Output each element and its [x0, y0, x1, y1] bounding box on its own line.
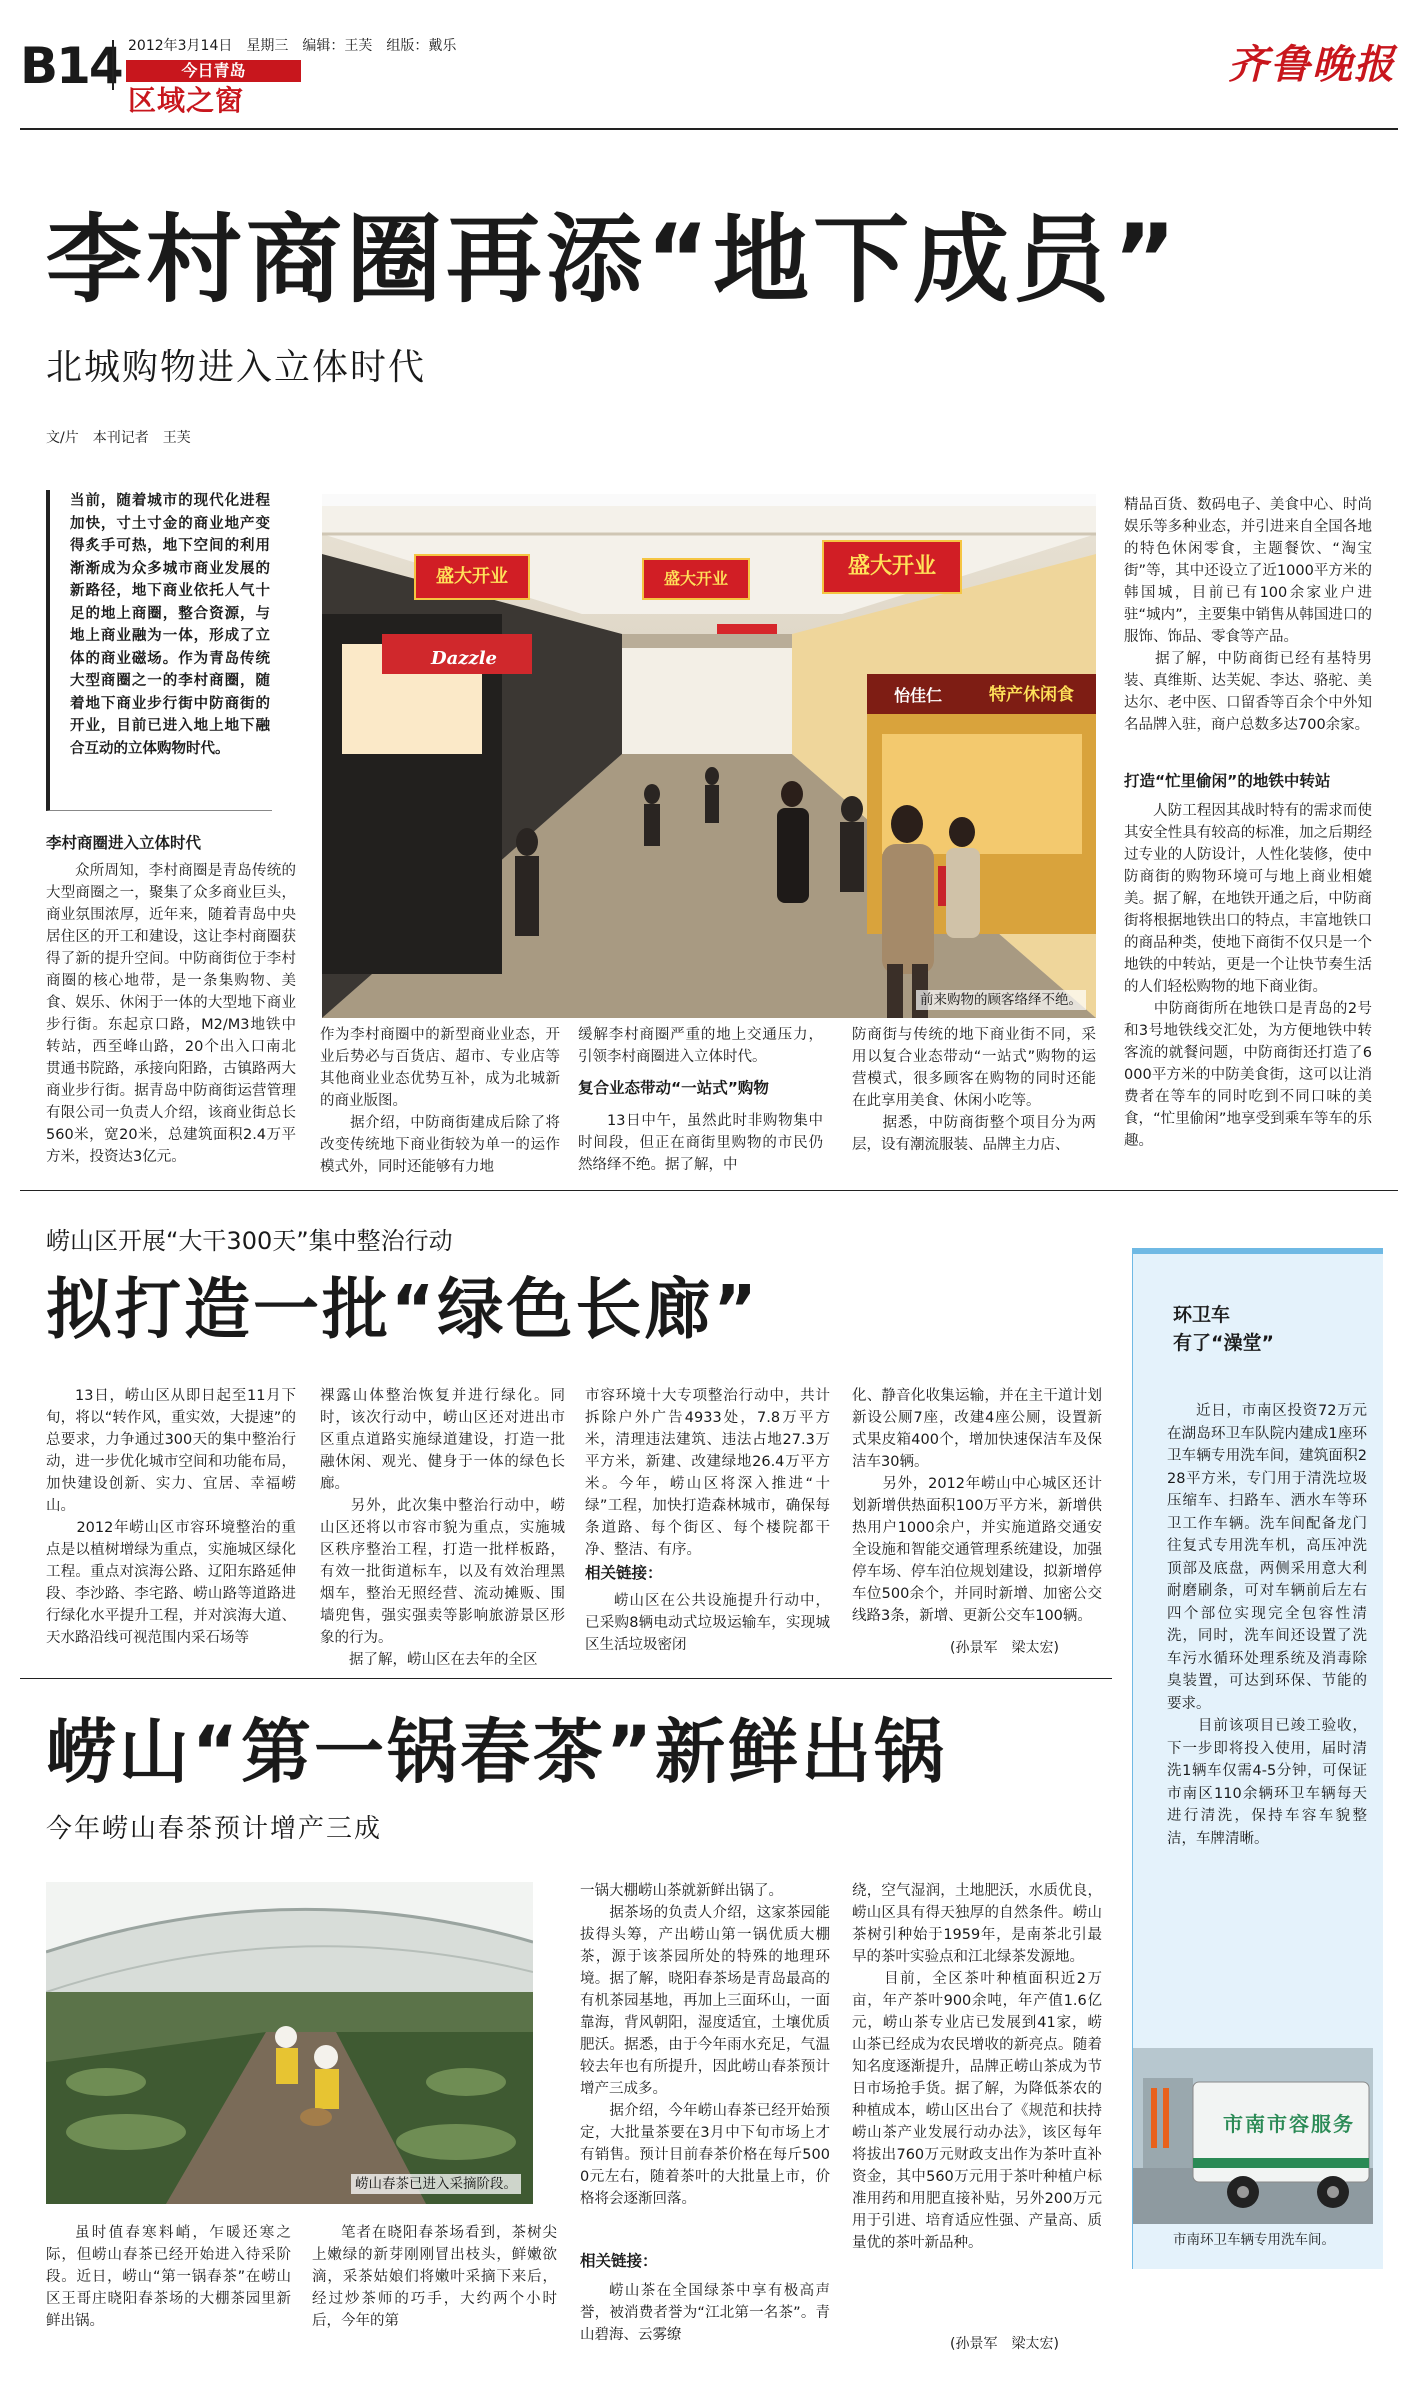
header-divider	[112, 40, 114, 90]
store-sign-dazzle	[412, 642, 516, 676]
sidebar-body: 近日，市南区投资72万元在湖岛环卫车队院内建成1座环卫车辆专用洗车间，建筑面积228平方米，专门用于清洗垃圾压缩车、扫路车、洒水车等环卫工作车辆。洗车间配备龙门往复式专用洗车机，高压冲洗顶部及底盘，两侧采用意大利耐磨刷条，可对车辆前后左右四个部位实现完全包容性清洗，同时，洗车间还设置了洗车污水循环处理系统及消毒除臭装置，可达到环保、节能的要求。 目前该项目已竣工验收，下一步即将投入使用，届时清洗1辆车仅需4-5分钟，可保证市南区110余辆环卫车辆每天进行清洗，保持车容车貌整洁，车牌清晰。	[1167, 1403, 1367, 1847]
article1-col5b: 人防工程因其战时特有的需求而使其安全性具有较高的标准，加之后期经过专业的人防设计，人性化装修，使中防商街的购物环境可与地上商业相媲美。据了解，在地铁开通之后，中防商街将根据地铁出口的特点，丰富地铁口的商品种类，使地下商街不仅只是一个地铁的中转站，更是一个让快节奏生活的人们轻松购物的地下商业街。 中防商街所在地铁口是青岛的2号和3号地铁线交汇处，为方便地铁中转客流的就餐问题，中防商街还打造了6000平方米的中防美食街，这可以让消费者在等车的同时吃到不同口味的美食，“忙里偷闲”地享受到乘车等车的乐趣。	[1124, 803, 1372, 1149]
article1-lead: 当前，随着城市的现代化进程加快，寸土寸金的商业地产变得炙手可热，地下空间的利用渐渐成为众多城市商业发展的新路径，地下商业依托人气十足的地上商圈，整合资源，与地上商业融为一体，形成了立体的商业磁场。作为青岛传统大型商圈之一的李村商圈，随着地下商业步行街中防商街的开业，目前已进入地上地下融合互动的立体购物时代。	[70, 493, 270, 757]
store-sign-opening-1	[414, 554, 530, 600]
article1-col4: 防商街与传统的地下商业街不同，采用以复合业态带动“一站式”购物的运营模式，很多顾客在购物的同时还能在此享用美食、休闲小吃等。 据悉，中防商街整个项目分为两层，设有潮流服装、品牌主力店、	[852, 1027, 1096, 1153]
store-sign-opening-2-text: 盛大开业	[663, 569, 728, 588]
store-sign-opening-3-text: 盛大开业	[847, 554, 936, 579]
sidebar-photo	[1133, 2048, 1373, 2224]
article2-links-label: 相关链接：	[585, 1564, 663, 1582]
store-sign-opening-1-text: 盛大开业	[436, 566, 508, 587]
article2-col4: 化、静音化收集运输，并在主干道计划新设公厕7座，改建4座公厕，设置新式果皮箱400个，增加快速保洁车及保洁车30辆。 另外，2012年崂山中心城区还计划新增供热面积100万平方米，新增供热用户1000余户，并实施道路交通安全设施和智能交通管理系统建设，加强停车场、停车泊位规划建设，拟新增停车位500余个，并同时新增、加密公交线路3条，新增、更新公交车100辆。	[852, 1388, 1102, 1624]
article2-col2: 裸露山体整治恢复并进行绿化。同时，该次行动中，崂山区还对进出市区重点道路实施绿道建设，打造一批融休闲、观光、健身于一体的绿色长廊。 另外，此次集中整治行动中，崂山区还将以市容市貌为重点，实施城区秩序整治工程，打造一批样板路，有效一批街道标车，以及有效治理黑烟车，整治无照经营、流动摊贩、围墙兜售，强实强卖等影响旅游景区形象的行为。 据了解，崂山区在去年的全区	[320, 1388, 565, 1668]
sidebar-box	[1132, 1248, 1383, 2269]
sidebar-photo-caption: 市南环卫车辆专用洗车间。	[1173, 2232, 1335, 2248]
article1-subtitle: 北城购物进入立体时代	[46, 347, 427, 388]
store-sign-snacks	[967, 678, 1096, 712]
issue-meta: 2012年3月14日 星期三 编辑：王芙 组版：戴乐	[128, 38, 457, 54]
sidebar-truck-text: 市南市容服务	[1223, 2112, 1355, 2136]
section-title: 区域之窗	[128, 84, 245, 117]
article1-photo-caption: 前来购物的顾客络绎不绝。	[916, 990, 1086, 1010]
store-sign-opening-2	[642, 558, 750, 600]
article1-col2: 作为李村商圈中的新型商业业态，开业后势必与百货店、超市、专业店等其他商业业态优势互补，成为北城新的商业版图。 据介绍，中防商街建成后除了将改变传统地下商业街较为单一的运作模式外，同时还能够有力地	[320, 1027, 560, 1175]
article2-bottom-rule	[20, 1678, 1112, 1679]
header-rule	[20, 128, 1398, 130]
article1-col5a: 精品百货、数码电子、美食中心、时尚娱乐等多种业态，并引进来自全国各地的特色休闲零食，主题餐饮、“淘宝街”等，其中还设立了近1000平方米的韩国城，目前已有100余家业户进驻“城内”，主要集中销售从韩国进口的服饰、饰品、零食等产品。 据了解，中防商街已经有基特男装、真维斯、达芙妮、李达、骆驼、美达尔、老中医、口留香等百余个中外知名品牌入驻，商户总数多达700余家。	[1124, 497, 1372, 733]
article1-subhead-1: 李村商圈进入立体时代	[46, 834, 202, 852]
store-sign-dazzle-text: Dazzle	[430, 648, 497, 669]
article3-links-label: 相关链接：	[580, 2252, 658, 2270]
sidebar-title-2: 有了“澡堂”	[1173, 1332, 1274, 1354]
article3-col3b: 崂山茶在全国绿茶中享有极高声誉，被消费者誉为“江北第一名茶”。青山碧海、云雾缭	[580, 2283, 830, 2343]
article1-col3a: 缓解李村商圈严重的地上交通压力，引领李村商圈进入立体时代。	[578, 1027, 823, 1065]
article2-credit: (孙景军 梁太宏)	[950, 1640, 1059, 1656]
masthead-logo: 齐鲁晚报	[1228, 41, 1396, 88]
tea-field-illustration	[46, 1882, 533, 2204]
article2-col3a: 市容环境十大专项整治行动中，共计拆除户外广告4933处，7.8万平方米，清理违法建筑、违法占地27.3万平方米，新建、改建绿地26.4万平方米。今年，崂山区将深入推进“十绿”工程，加快打造森林城市，确保每条道路、每个街区、每个楼院都干净、整洁、有序。	[585, 1388, 830, 1558]
article3-photo-caption: 崂山春茶已进入采摘阶段。	[351, 2174, 521, 2194]
article3-title: 崂山“第一锅春茶”新鲜出锅	[46, 1711, 948, 1793]
store-sign-yijiaren-text: 怡佳仁	[893, 686, 942, 705]
article3-col1: 虽时值春寒料峭，乍暖还寒之际，但崂山春茶已经开始进入待采阶段。近日，崂山“第一锅春茶”在崂山区王哥庄晓阳春茶场的大棚茶园里新鲜出锅。	[46, 2225, 291, 2329]
section-top-label: 今日青岛	[181, 61, 246, 80]
article1-subhead-3: 打造“忙里偷闲”的地铁中转站	[1124, 772, 1331, 790]
article2-col3b: 崂山区在公共设施提升行动中，已采购8辆电动式垃圾运输车，实现城区生活垃圾密闭	[585, 1593, 830, 1653]
article1-lead-box	[46, 490, 272, 811]
article1-title: 李村商圈再添“地下成员”	[46, 204, 1181, 316]
page-number: B14	[20, 37, 122, 95]
article2-col1: 13日，崂山区从即日起至11月下旬，将以“转作风，重实效，大提速”的总要求，力争通过300天的集中整治行动，进一步优化城市空间和功能布局，加快建设创新、实力、宜居、幸福崂山。 2012年崂山区市容环境整治的重点是以植树增绿为重点，实施城区绿化工程。重点对滨海公路、辽阳东路延伸段、李沙路、李宅路、崂山路等道路进行绿化水平提升工程，并对滨海大道、天水路沿线可视范围内采石场等	[46, 1388, 296, 1646]
article1-byline: 文/片 本刊记者 王芙	[46, 430, 191, 446]
article3-col3a: 一锅大棚崂山茶就新鲜出锅了。 据茶场的负责人介绍，这家茶园能拔得头筹，产出崂山第一锅优质大棚茶，源于该茶园所处的特殊的地理环境。据了解，晓阳春茶场是青岛最高的有机茶园基地，再加上三面环山，一面靠海，背风朝阳，湿度适宜，土壤优质肥沃。据悉，由于今年雨水充足，气温较去年也有所提升，因此崂山春茶预计增产三成多。 据介绍，今年崂山春茶已经开始预定，大批量茶要在3月中下旬市场上才有销售。预计目前春茶价格在每斤5000元左右，随着茶叶的大批量上市，价格将会逐渐回落。	[580, 1883, 830, 2207]
article3-col4: 绕，空气湿润，土地肥沃，水质优良，崂山区具有得天独厚的自然条件。崂山茶树引种始于1959年，是南茶北引最早的茶叶实验点和江北绿茶发源地。 目前，全区茶叶种植面积近2万亩，年产茶叶900余吨，年产值1.6亿元，崂山茶专业店已发展到41家，崂山茶已经成为农民增收的新亮点。随着知名度逐渐提升，品牌正崂山茶成为节日市场抢手货。据了解，为降低茶农的种植成本，崂山区出台了《规范和扶持崂山茶产业发展行动办法》，该区每年将拔出760万元财政支出作为茶叶直补资金，其中560万元用于茶叶种植户标准用药和用肥直接补贴，另外200万元用于引进、培育适应性强、产量高、质量优的茶叶新品种。	[852, 1883, 1102, 2251]
article3-photo	[46, 1882, 533, 2204]
article3-subtitle: 今年崂山春茶预计增产三成	[46, 1814, 383, 1844]
article2-title: 拟打造一批“绿色长廊”	[46, 1271, 760, 1348]
article1-photo	[322, 494, 1096, 1018]
article3-credit: (孙景军 梁太宏)	[950, 2336, 1059, 2352]
store-sign-opening-3	[822, 540, 962, 594]
store-sign-yijiaren	[870, 680, 966, 712]
article1-col3b: 13日中午，虽然此时非购物集中时间段，但正在商街里购物的市民仍然络绎不绝。据了解，中	[578, 1113, 823, 1173]
store-sign-snacks-text: 特产休闲食	[989, 685, 1074, 705]
article3-col2: 笔者在晓阳春茶场看到，茶树尖上嫩绿的新芽刚刚冒出枝头，鲜嫩欲滴，采茶姑娘们将嫩叶采摘下来后，经过炒茶师的巧手，大约两个小时后，今年的第	[312, 2225, 557, 2329]
article1-col1: 众所周知，李村商圈是青岛传统的大型商圈之一，聚集了众多商业巨头，商业氛围浓厚，近年来，随着青岛中央居住区的开工和建设，这让李村商圈获得了新的提升空间。中防商街位于李村商圈的核心地带，是一条集购物、美食、娱乐、休闲于一体的大型地下商业步行街。东起京口路，M2/M3地铁中转站，西至峰山路，20个出入口南北贯通书院路，承接向阳路，古镇路两大商业步行街。据青岛中防商街运营管理有限公司一负责人介绍，该商业街总长560米，宽20米，总建筑面积2.4万平方米，投资达3亿元。	[46, 863, 296, 1165]
section-tag-top	[126, 60, 301, 82]
sidebar-title-1: 环卫车	[1173, 1304, 1231, 1326]
article2-kicker: 崂山区开展“大干300天”集中整治行动	[46, 1227, 453, 1255]
article1-subhead-2: 复合业态带动“一站式”购物	[578, 1079, 769, 1097]
article1-bottom-rule	[20, 1190, 1398, 1191]
